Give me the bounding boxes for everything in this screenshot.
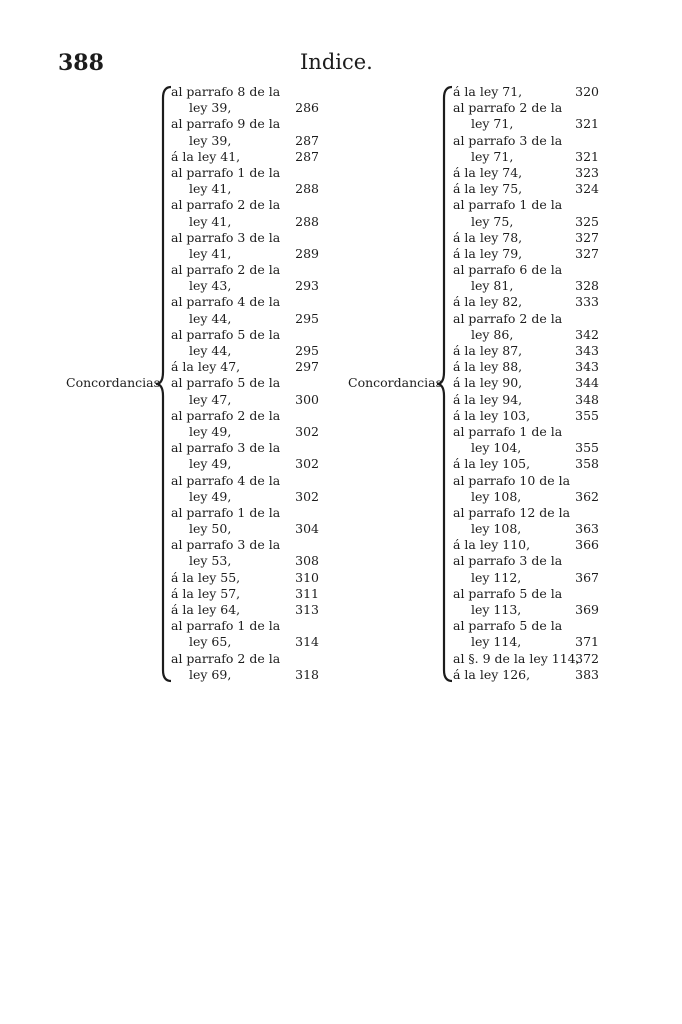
index-entry xyxy=(171,214,319,230)
entry-page-number: 313 xyxy=(295,602,319,617)
index-entry xyxy=(171,359,319,375)
index-entry xyxy=(171,327,319,343)
entry-page-number: 302 xyxy=(295,423,319,439)
index-entry xyxy=(171,181,319,197)
entry-text: ley 104, xyxy=(471,440,522,456)
entry-text: ley 49, xyxy=(189,423,232,439)
index-list-right xyxy=(453,84,599,683)
index-entry xyxy=(453,489,599,505)
entry-page-number: 344 xyxy=(575,375,599,391)
entry-text: ley 108, xyxy=(471,488,522,504)
entry-page-number: 343 xyxy=(575,359,599,375)
index-entry xyxy=(171,570,319,586)
entry-text: ley 81, xyxy=(471,278,514,294)
entry-text: ley 41, xyxy=(189,245,232,261)
index-list-left xyxy=(171,84,319,683)
entry-text: al parrafo 4 de la xyxy=(171,294,281,310)
index-entry xyxy=(453,278,599,294)
index-entry xyxy=(453,230,599,246)
index-entry xyxy=(453,521,599,537)
index-entry xyxy=(453,84,599,100)
entry-text: al parrafo 4 de la xyxy=(171,472,281,488)
entry-text: ley 112, xyxy=(471,569,522,585)
entry-text: al parrafo 1 de la xyxy=(171,504,281,520)
index-entry xyxy=(453,392,599,408)
entry-page-number: 310 xyxy=(295,569,319,585)
entry-text: á la ley 78, xyxy=(453,229,523,245)
index-entry xyxy=(453,586,599,602)
entry-text: al parrafo 1 de la xyxy=(171,618,281,634)
entry-text: á la ley 57, xyxy=(171,585,241,601)
entry-text: al parrafo 2 de la xyxy=(171,650,281,666)
entry-page-number: 286 xyxy=(295,100,319,116)
index-entry xyxy=(171,586,319,602)
entry-text: al parrafo 2 de la xyxy=(171,407,281,423)
entry-page-number: 372 xyxy=(575,650,599,666)
entry-text: al parrafo 1 de la xyxy=(171,164,281,180)
entry-text: al parrafo 3 de la xyxy=(453,553,563,569)
index-entry xyxy=(453,602,599,618)
entry-text: ley 49, xyxy=(189,488,232,504)
entry-text: ley 65, xyxy=(189,634,232,650)
entry-text: á la ley 110, xyxy=(453,537,531,553)
entry-page-number: 288 xyxy=(295,213,319,229)
entry-text: al parrafo 10 de la xyxy=(453,472,571,488)
index-entry xyxy=(453,408,599,424)
index-entry xyxy=(171,278,319,294)
index-entry xyxy=(171,618,319,634)
entry-text: á la ley 103, xyxy=(453,407,531,423)
entry-text: al parrafo 3 de la xyxy=(171,440,281,456)
entry-text: ley 86, xyxy=(471,326,514,342)
page-number: 388 xyxy=(58,50,104,76)
column-label: Concordancias xyxy=(66,375,161,390)
entry-page-number: 355 xyxy=(575,440,599,456)
entry-text: á la ley 105, xyxy=(453,456,531,472)
index-entry xyxy=(453,424,599,440)
entry-page-number: 383 xyxy=(575,666,599,682)
entry-page-number: 348 xyxy=(575,391,599,407)
index-entry xyxy=(453,181,599,197)
index-entry xyxy=(453,262,599,278)
right-brace xyxy=(436,84,454,684)
entry-page-number: 302 xyxy=(295,456,319,472)
index-entry xyxy=(171,424,319,440)
index-entry xyxy=(453,294,599,310)
entry-page-number: 324 xyxy=(575,181,599,197)
entry-text: á la ley 90, xyxy=(453,375,523,391)
entry-text: al parrafo 12 de la xyxy=(453,504,571,520)
index-entry xyxy=(453,327,599,343)
index-entry xyxy=(453,343,599,359)
entry-text: al §. 9 de la ley 114, xyxy=(453,650,580,666)
index-entry xyxy=(453,311,599,327)
entry-page-number: 327 xyxy=(575,229,599,245)
page-title: Indice. xyxy=(300,50,373,74)
entry-page-number: 363 xyxy=(575,521,599,537)
entry-text: al parrafo 2 de la xyxy=(171,197,281,213)
entry-text: al parrafo 3 de la xyxy=(453,132,563,148)
entry-page-number: 321 xyxy=(575,148,599,164)
index-entry xyxy=(171,262,319,278)
index-entry xyxy=(171,116,319,132)
entry-page-number: 366 xyxy=(575,537,599,553)
entry-text: al parrafo 9 de la xyxy=(171,116,281,132)
index-entry xyxy=(171,149,319,165)
index-entry xyxy=(171,505,319,521)
index-entry xyxy=(171,408,319,424)
entry-page-number: 293 xyxy=(295,278,319,294)
index-entry xyxy=(171,230,319,246)
entry-text: al parrafo 6 de la xyxy=(453,262,563,278)
entry-text: á la ley 82, xyxy=(453,294,523,310)
index-entry xyxy=(171,165,319,181)
entry-text: ley 71, xyxy=(471,116,514,132)
entry-text: ley 39, xyxy=(189,100,232,116)
entry-text: á la ley 64, xyxy=(171,602,241,617)
entry-text: á la ley 47, xyxy=(171,359,241,375)
entry-text: ley 43, xyxy=(189,278,232,294)
entry-text: ley 71, xyxy=(471,148,514,164)
index-entry xyxy=(171,133,319,149)
entry-page-number: 327 xyxy=(575,245,599,261)
entry-page-number: 362 xyxy=(575,488,599,504)
index-entry xyxy=(453,359,599,375)
entry-page-number: 289 xyxy=(295,245,319,261)
index-entry xyxy=(453,133,599,149)
entry-page-number: 355 xyxy=(575,407,599,423)
index-entry xyxy=(171,343,319,359)
entry-text: al parrafo 3 de la xyxy=(171,229,281,245)
index-entry xyxy=(453,246,599,262)
index-entry xyxy=(171,473,319,489)
entry-text: ley 53, xyxy=(189,553,232,569)
entry-text: al parrafo 5 de la xyxy=(453,585,563,601)
entry-text: al parrafo 1 de la xyxy=(453,423,563,439)
entry-text: ley 39, xyxy=(189,132,232,148)
entry-page-number: 367 xyxy=(575,569,599,585)
index-entry xyxy=(171,294,319,310)
index-entry xyxy=(171,197,319,213)
index-entry xyxy=(453,651,599,667)
entry-text: al parrafo 5 de la xyxy=(453,618,563,634)
index-entry xyxy=(453,165,599,181)
entry-page-number: 325 xyxy=(575,213,599,229)
entry-text: ley 47, xyxy=(189,391,232,407)
entry-text: ley 113, xyxy=(471,602,522,617)
entry-page-number: 287 xyxy=(295,132,319,148)
index-entry xyxy=(453,116,599,132)
entry-text: ley 41, xyxy=(189,213,232,229)
entry-text: á la ley 75, xyxy=(453,181,523,197)
index-entry xyxy=(171,84,319,100)
index-entry xyxy=(171,634,319,650)
entry-page-number: 314 xyxy=(295,634,319,650)
entry-text: á la ley 126, xyxy=(453,666,531,682)
entry-page-number: 369 xyxy=(575,602,599,617)
index-entry xyxy=(171,667,319,683)
index-entry xyxy=(453,505,599,521)
index-entry xyxy=(453,553,599,569)
entry-text: al parrafo 3 de la xyxy=(171,537,281,553)
index-entry xyxy=(453,440,599,456)
entry-page-number: 288 xyxy=(295,181,319,197)
entry-text: ley 108, xyxy=(471,521,522,537)
entry-text: ley 50, xyxy=(189,521,232,537)
entry-page-number: 302 xyxy=(295,488,319,504)
index-entry xyxy=(453,197,599,213)
index-entry xyxy=(453,456,599,472)
index-entry xyxy=(453,149,599,165)
entry-text: ley 41, xyxy=(189,181,232,197)
index-entry xyxy=(453,537,599,553)
entry-text: á la ley 88, xyxy=(453,359,523,375)
entry-text: al parrafo 2 de la xyxy=(171,262,281,278)
index-entry xyxy=(453,375,599,391)
entry-text: al parrafo 1 de la xyxy=(453,197,563,213)
entry-text: á la ley 74, xyxy=(453,164,523,180)
entry-text: ley 44, xyxy=(189,343,232,358)
entry-text: á la ley 87, xyxy=(453,343,523,358)
index-entry xyxy=(453,667,599,683)
index-entry xyxy=(453,618,599,634)
entry-text: al parrafo 5 de la xyxy=(171,375,281,391)
entry-page-number: 320 xyxy=(575,84,599,99)
entry-page-number: 297 xyxy=(295,359,319,375)
entry-page-number: 300 xyxy=(295,391,319,407)
entry-text: ley 44, xyxy=(189,310,232,326)
index-entry xyxy=(453,570,599,586)
column-label: Concordancias xyxy=(348,375,443,390)
entry-page-number: 295 xyxy=(295,310,319,326)
entry-page-number: 342 xyxy=(575,326,599,342)
entry-text: ley 49, xyxy=(189,456,232,472)
entry-page-number: 333 xyxy=(575,294,599,310)
index-entry xyxy=(171,553,319,569)
entry-text: á la ley 79, xyxy=(453,245,523,261)
index-entry xyxy=(171,489,319,505)
entry-page-number: 371 xyxy=(575,634,599,650)
index-entry xyxy=(453,100,599,116)
entry-page-number: 358 xyxy=(575,456,599,472)
index-entry xyxy=(453,473,599,489)
index-entry xyxy=(453,214,599,230)
entry-page-number: 295 xyxy=(295,343,319,358)
index-entry xyxy=(171,311,319,327)
index-entry xyxy=(171,651,319,667)
index-entry xyxy=(171,602,319,618)
entry-page-number: 321 xyxy=(575,116,599,132)
index-entry xyxy=(171,246,319,262)
index-entry xyxy=(171,537,319,553)
entry-page-number: 323 xyxy=(575,164,599,180)
index-entry xyxy=(171,375,319,391)
index-entry xyxy=(171,440,319,456)
entry-text: á la ley 55, xyxy=(171,569,241,585)
entry-page-number: 287 xyxy=(295,148,319,164)
entry-text: á la ley 41, xyxy=(171,148,241,164)
index-entry xyxy=(171,456,319,472)
entry-page-number: 343 xyxy=(575,343,599,358)
entry-page-number: 318 xyxy=(295,666,319,682)
index-entry xyxy=(171,100,319,116)
index-entry xyxy=(453,634,599,650)
entry-page-number: 304 xyxy=(295,521,319,537)
entry-page-number: 311 xyxy=(295,585,319,601)
entry-text: al parrafo 5 de la xyxy=(171,326,281,342)
entry-text: ley 69, xyxy=(189,666,232,682)
entry-text: ley 75, xyxy=(471,213,514,229)
entry-text: á la ley 71, xyxy=(453,84,523,99)
entry-text: al parrafo 2 de la xyxy=(453,310,563,326)
index-entry xyxy=(171,521,319,537)
entry-page-number: 328 xyxy=(575,278,599,294)
entry-text: á la ley 94, xyxy=(453,391,523,407)
entry-text: ley 114, xyxy=(471,634,522,650)
entry-text: al parrafo 2 de la xyxy=(453,100,563,116)
index-entry xyxy=(171,392,319,408)
entry-page-number: 308 xyxy=(295,553,319,569)
entry-text: al parrafo 8 de la xyxy=(171,84,281,99)
